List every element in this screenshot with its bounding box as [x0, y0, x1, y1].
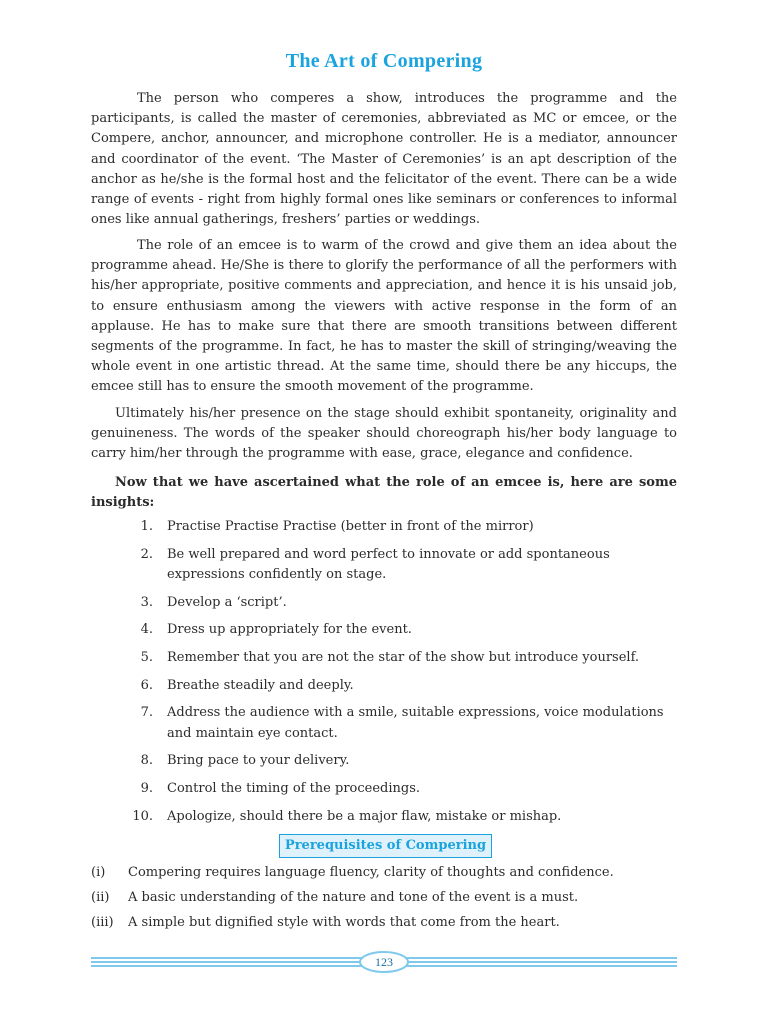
list-item-text: Apologize, should there be a major flaw, mistake or mishap. — [167, 808, 562, 824]
list-item-text: Address the audience with a smile, suitable expressions, voice modulations and maintain eye contact. — [167, 705, 664, 741]
paragraph-role: The role of an emcee is to warm of the crowd and give them an idea about the programme ahead. He/She is there to glorify the performance of all the performers with his/her appropriate, positive comments and appreciation, and hence it is his unsaid job, to ensure enthusiasm among the viewers with active response in the form of an applause. He has to make sure that there are smooth transitions between different segments of the programme. In fact, he has to master the skill of stringing/weaving the whole event in one artistic thread. At the same time, should there be any hiccups, the emcee still has to ensure the smooth movement of the programme. — [91, 238, 677, 395]
list-item-text: A basic understanding of the nature and tone of the event is a must. — [128, 890, 579, 906]
page-title: The Art of Compering — [285, 50, 483, 72]
list-item — [91, 807, 677, 827]
list-item-number: 8. — [140, 753, 153, 769]
list-item-number: 9. — [140, 781, 153, 797]
prerequisites-list — [91, 863, 677, 939]
list-item-number: (i) — [91, 865, 106, 880]
list-item — [91, 676, 677, 696]
paragraph-presence: Ultimately his/her presence on the stage should exhibit spontaneity, originality and genuineness. The words of the speaker should choreograph his/her body language to carry him/her through the programme with ease, grace, elegance and confidence. — [91, 406, 677, 462]
list-item-text: Remember that you are not the star of the show but introduce yourself. — [167, 650, 640, 666]
list-item — [91, 545, 677, 585]
list-item-number: 5. — [140, 650, 153, 666]
list-item-text: Be well prepared and word perfect to innovate or add spontaneous expressions confidently on stage. — [167, 546, 610, 582]
paragraph-intro: The person who comperes a show, introduces the programme and the participants, is called the master of ceremonies, abbreviated as MC or emcee, or the Compere, anchor, announcer, and microphone controller. He is a mediator, announcer and coordinator of the event. ‘The Master of Ceremonies’ is an apt description of the anchor as he/she is the formal host and the felicitator of the event. There can be a wide range of events - right from highly formal ones like seminars or conferences to informal ones like annual gatherings, freshers’ parties or weddings. — [91, 91, 677, 228]
list-item — [91, 888, 677, 908]
page-number: 123 — [375, 955, 393, 969]
list-item-number: 2. — [140, 546, 153, 562]
list-item — [91, 517, 677, 537]
list-item-number: 3. — [140, 594, 153, 610]
list-item-number: 6. — [140, 677, 153, 693]
list-item — [91, 703, 677, 743]
list-item — [91, 913, 677, 933]
list-item-text: Develop a ‘script’. — [167, 594, 287, 610]
list-item — [91, 648, 677, 668]
list-item — [91, 863, 677, 883]
prerequisites-heading: Prerequisites of Compering — [279, 834, 492, 858]
list-item-text: A simple but dignified style with words that come from the heart. — [128, 915, 560, 931]
list-item — [91, 751, 677, 771]
list-item — [91, 593, 677, 613]
list-item-number: 1. — [140, 519, 153, 534]
list-item-text: Bring pace to your delivery. — [167, 753, 350, 769]
insights-heading: Now that we have ascertained what the role of an emcee is, here are some insights: — [91, 475, 677, 511]
list-item-number: (iii) — [91, 915, 114, 931]
list-item-number: (ii) — [91, 890, 110, 906]
list-item-number: 7. — [140, 705, 153, 721]
list-item-text: Dress up appropriately for the event. — [167, 622, 412, 638]
list-item-text: Compering requires language fluency, clarity of thoughts and confidence. — [128, 865, 614, 880]
list-item-number: 4. — [140, 622, 153, 638]
list-item-text: Control the timing of the proceedings. — [167, 781, 421, 797]
insights-list — [91, 517, 677, 834]
list-item — [91, 779, 677, 799]
list-item — [91, 620, 677, 640]
list-item-number: 10. — [132, 808, 153, 824]
list-item-text: Practise Practise Practise (better in front of the mirror) — [167, 519, 534, 534]
list-item-text: Breathe steadily and deeply. — [167, 677, 354, 693]
